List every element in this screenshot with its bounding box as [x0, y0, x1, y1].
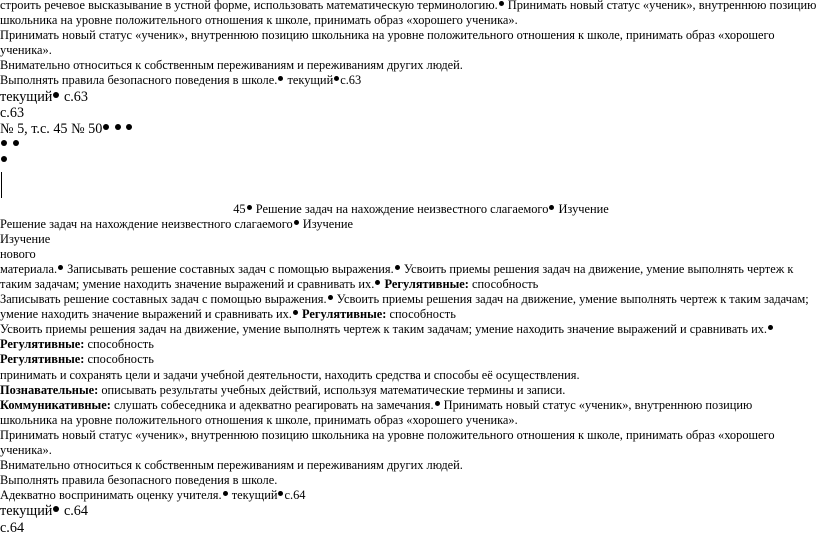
text-span: Записывать решение составных задач с помощью выражения.	[64, 261, 394, 276]
table-border-line	[1, 172, 2, 198]
text-span: текущий	[0, 88, 53, 105]
text-paragraph: Принимать новый статус «ученик», внутреннюю позицию школьника на уровне положительного отношения к школе, принимать образ «хорошего ученика».	[0, 28, 775, 58]
text-span: 45	[233, 201, 246, 216]
bullet-icon	[103, 124, 109, 130]
text-span: строить речевое высказывание в устной форме, использовать математическую терминологию.	[0, 0, 498, 12]
text-paragraph	[0, 322, 812, 352]
bullet-icon	[499, 1, 504, 6]
text-span: текущий	[284, 73, 334, 88]
bullet-icon	[334, 76, 339, 81]
text-span: с.64	[60, 503, 88, 520]
text-span: текущий	[0, 503, 53, 520]
bullet-line	[0, 153, 816, 169]
text-span: с.64	[284, 488, 306, 503]
text-span: Изучение	[555, 201, 609, 216]
text-paragraph	[0, 292, 812, 322]
text-line	[0, 217, 816, 232]
text-span: способность	[468, 276, 539, 291]
bullet-icon	[53, 506, 59, 512]
section-label: Коммуникативные:	[0, 397, 111, 412]
bullet-icon	[375, 280, 380, 285]
text-line	[0, 503, 816, 519]
bullet-icon	[115, 124, 121, 130]
text-span: Усвоить приемы решения задач на движение, умение выполнять чертеж к таким задачам; умение находить значение выражений и сравнивать их.	[0, 261, 794, 291]
section-label: Регулятивные:	[384, 276, 469, 291]
text-paragraph: Принимать новый статус «ученик», внутреннюю позицию школьника на уровне положительного отношения к школе, принимать образ «хорошего ученика».	[0, 427, 775, 457]
text-line	[0, 89, 816, 105]
bullet-icon	[293, 310, 298, 315]
text-span: Усвоить приемы решения задач на движение, умение выполнять чертеж к таким задачам; умение находить значение выражений и сравнивать их.	[0, 292, 809, 322]
text-line	[26, 202, 816, 217]
text-line: школьника на уровне положительного отношения к школе, принимать образ «хорошего ученика».	[0, 13, 518, 28]
text-span: Адекватно воспринимать оценку учителя.	[0, 488, 222, 503]
bullet-icon	[126, 124, 132, 130]
text-span: № 5, т.с. 45 № 50	[0, 120, 103, 137]
text-span: Принимать новый статус «ученик», внутреннюю позицию школьника на уровне положительного отношения к школе, принимать образ «хорошего ученика».	[0, 397, 753, 427]
bullet-icon	[1, 156, 7, 162]
text-span: с.63	[340, 73, 362, 88]
text-line	[0, 73, 816, 88]
text-line: Изучение	[0, 231, 51, 246]
text-span: описывать результаты учебных действий, используя математические термины и записи.	[98, 382, 566, 397]
section-label: Регулятивные:	[302, 307, 387, 322]
text-span: слушать собеседника и адекватно реагировать на замечания.	[110, 397, 434, 412]
bullet-icon	[328, 295, 333, 300]
bullet-icon	[549, 205, 554, 210]
bullet-icon	[1, 140, 7, 146]
text-line	[0, 121, 816, 137]
bullet-icon	[223, 491, 228, 496]
text-span: материала.	[0, 261, 58, 276]
text-span: способность	[84, 352, 154, 367]
text-line	[0, 383, 816, 398]
bullet-icon	[395, 265, 400, 270]
text-span: Решение задач на нахождение неизвестного слагаемого	[252, 201, 549, 216]
text-line	[0, 0, 816, 13]
text-line	[0, 488, 816, 503]
bullet-icon	[278, 76, 283, 81]
text-span: Решение задач на нахождение неизвестного слагаемого	[0, 216, 293, 231]
text-paragraph	[0, 262, 812, 292]
text-line: с.63	[0, 104, 25, 121]
text-line: нового	[0, 246, 36, 261]
text-span: способность	[84, 337, 154, 352]
text-span: Записывать решение составных задач с помощью выражения.	[0, 292, 327, 307]
bullet-icon	[435, 401, 440, 406]
text-line: Внимательно относиться к собственным переживаниям и переживаниям других людей.	[0, 58, 463, 73]
bullet-icon	[247, 205, 252, 210]
bullet-icon	[58, 265, 63, 270]
bullet-icon	[768, 325, 773, 330]
text-line: принимать и сохранять цели и задачи учебной деятельности, находить средства и способы её осуществления.	[0, 367, 580, 382]
text-paragraph	[0, 398, 812, 428]
text-line: Внимательно относиться к собственным переживаниям и переживаниям других людей.	[0, 458, 463, 473]
text-span: Выполнять правила безопасного поведения в школе.	[0, 73, 278, 88]
text-span: Принимать новый статус «ученик», внутреннюю позицию	[504, 0, 816, 12]
bullet-line	[0, 137, 816, 153]
section-label: Регулятивные:	[0, 337, 85, 352]
bullet-icon	[278, 491, 283, 496]
section-label: Регулятивные:	[0, 352, 85, 367]
bullet-icon	[294, 220, 299, 225]
text-span: Изучение	[299, 216, 354, 231]
text-span: Усвоить приемы решения задач на движение, умение выполнять чертеж к таким задачам; умение находить значение выражений и сравнивать их.	[0, 322, 768, 337]
text-line: Выполнять правила безопасного поведения в школе.	[0, 473, 278, 488]
bullet-icon	[53, 92, 59, 98]
table-border-gap	[0, 170, 816, 202]
text-span: с.63	[60, 88, 88, 105]
bullet-icon	[13, 140, 19, 146]
text-line	[0, 352, 816, 367]
text-span: текущий	[228, 488, 278, 503]
text-span: способность	[386, 307, 456, 322]
section-label: Познавательные:	[0, 382, 99, 397]
text-line: с.64	[0, 519, 25, 536]
